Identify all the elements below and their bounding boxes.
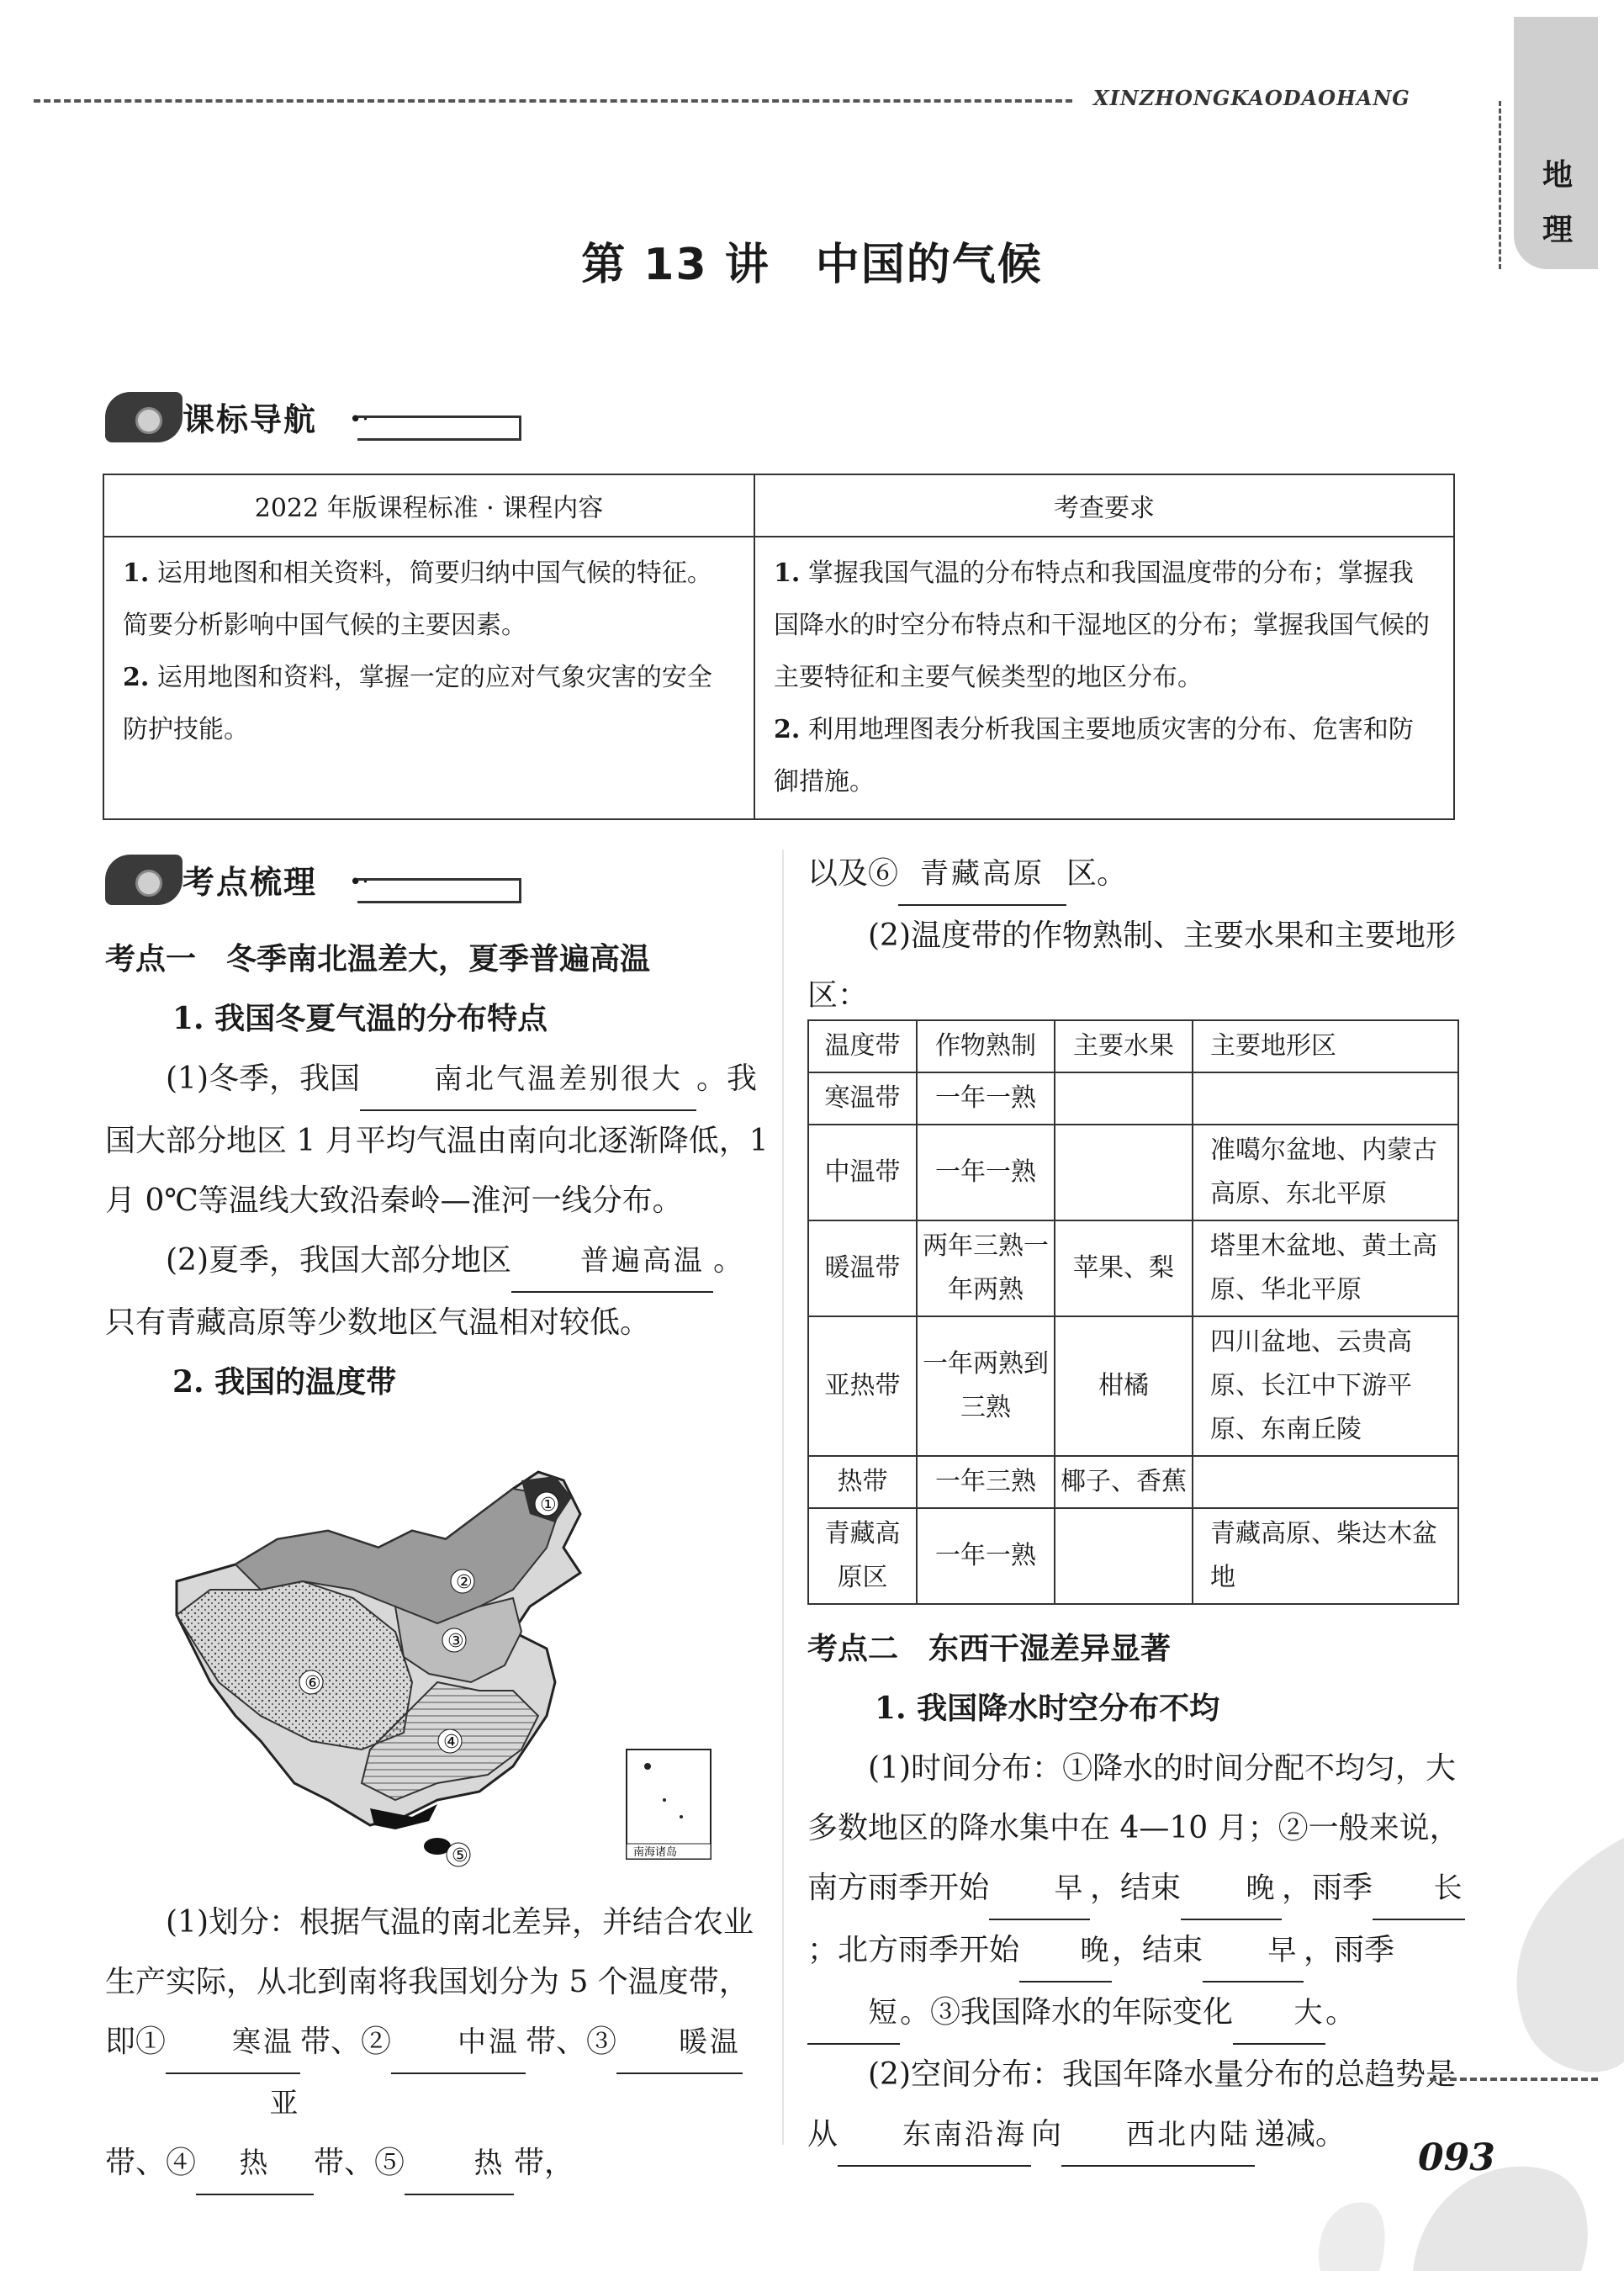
table-row: 中温带 一年一熟 准噶尔盆地、内蒙古高原、东北平原: [808, 1125, 1458, 1220]
answer-blank: 早: [989, 1859, 1090, 1920]
column-divider: [782, 850, 784, 2145]
paragraph-winter: (1)冬季，我国 南北气温差别很大 。我国大部分地区 1 月平均气温由南向北逐渐降低，1 月 0℃等温线大致沿秦岭—淮河一线分布。: [105, 1049, 770, 1231]
answer-blank: 大: [1233, 1983, 1325, 2045]
kaodian-1-sub2: 2. 我国的温度带: [172, 1364, 397, 1400]
map-label: ⑤: [452, 1845, 468, 1866]
table-header: 作物熟制: [917, 1020, 1055, 1072]
paragraph-space-distribution: (2)空间分布：我国年降水量分布的总趋势是从 东南沿海 向 西北内陆 递减。: [807, 2045, 1476, 2167]
answer-blank: 寒温: [166, 2013, 300, 2074]
answer-blank: 短: [807, 1983, 900, 2045]
answer-blank: 长: [1373, 1859, 1465, 1920]
paragraph-crops: (2)温度带的作物熟制、主要水果和主要地形区：: [807, 918, 1456, 1013]
answer-blank: 中温: [391, 2013, 526, 2074]
paragraph-summer: (2)夏季，我国大部分地区 普遍高温 。只有青藏高原等少数地区气温相对较低。: [105, 1231, 770, 1353]
decorative-swirl: [1245, 1834, 1624, 2271]
compass-icon: [105, 392, 183, 442]
answer-blank: 亚热: [196, 2074, 314, 2195]
left-column: [105, 929, 770, 1412]
table-header: 考查要求: [754, 474, 1454, 537]
kaodian-1-sub1: 1. 我国冬夏气温的分布特点: [172, 1001, 548, 1036]
section-heading-curriculum: 课标导航 •·: [105, 387, 526, 446]
page-number: 093: [1418, 2136, 1495, 2179]
footer-dashed-line: [1430, 2078, 1598, 2081]
subject-char-1: 地: [1542, 158, 1574, 193]
map-label: ①: [540, 1495, 557, 1516]
right-column-top: 以及⑥ 青藏高原 区。 (2)温度带的作物熟制、主要水果和主要地形区：: [807, 844, 1476, 1025]
map-label: ⑥: [304, 1673, 321, 1694]
table-row: 热带 一年三熟 椰子、香蕉: [808, 1456, 1458, 1508]
page-title: 第 13 讲 中国的气候: [581, 240, 1043, 290]
zone-division-paragraph: (1)划分：根据气温的南北差异，并结合农业生产实际，从北到南将我国划分为 5 个温度带，即① 寒温 带、② 中温 带、③ 暖温带、④亚热 带、⑤ 热 带，: [105, 1892, 770, 2195]
table-header: 主要水果: [1055, 1020, 1193, 1072]
answer-blank: 早: [1203, 1921, 1304, 1982]
answer-blank: 南北气温差别很大: [360, 1050, 696, 1111]
header-brand: XINZHONGKAODAOHANG: [1093, 86, 1410, 110]
inset-label: 南海诸岛: [633, 1846, 678, 1859]
section-heading-points: 考点梳理 •·: [105, 850, 526, 908]
map-label: ③: [447, 1631, 464, 1652]
answer-blank: 青藏高原: [898, 844, 1066, 906]
answer-blank: 西北内陆: [1061, 2105, 1255, 2167]
curriculum-right-cell: 1. 掌握我国气温的分布特点和我国温度带的分布；掌握我国降水的时空分布特点和干湿地区的分布；掌握我国气候的主要特征和主要气候类型的地区分布。 2. 利用地理图表分析我国主要地质灾害的分布、危害和防御措施。: [754, 537, 1454, 819]
table-row: 亚热带 一年两熟到三熟 柑橘 四川盆地、云贵高原、长江中下游平原、东南丘陵: [808, 1316, 1458, 1456]
map-label: ②: [456, 1572, 473, 1593]
answer-blank: 晚: [1019, 1921, 1112, 1982]
table-row: 暖温带 两年三熟一年两熟 苹果、梨 塔里木盆地、黄土高原、华北平原: [808, 1220, 1458, 1316]
subject-char-2: 理: [1542, 213, 1574, 247]
header-dashed-line: [34, 99, 1072, 103]
compass-icon: [105, 855, 183, 905]
table-row: 寒温带 一年一熟: [808, 1072, 1458, 1125]
table-header: 温度带: [808, 1020, 917, 1072]
answer-blank: 晚: [1181, 1859, 1282, 1920]
table-row: 青藏高原区 一年一熟 青藏高原、柴达木盆地: [808, 1508, 1458, 1604]
answer-blank: 东南沿海: [838, 2105, 1031, 2167]
temperature-zone-table: [807, 1019, 1459, 1605]
table-header: 2022 年版课程标准 · 课程内容: [103, 474, 754, 537]
curriculum-table: [103, 474, 1455, 820]
kaodian-2-sub1: 1. 我国降水时空分布不均: [875, 1691, 1220, 1726]
paragraph-time-distribution: (1)时间分布：①降水的时间分配不均匀，大多数地区的降水集中在 4—10 月；②一般来说，南方雨季开始 早 ，结束 晚 ，雨季 长；北方雨季开始 晚，结束 早 ，雨季短。③我国降水的年际变化 大。: [807, 1739, 1476, 2045]
kaodian-1-title: 考点一 冬季南北温差大，夏季普遍高温: [105, 942, 651, 977]
answer-blank: 普遍高温: [511, 1231, 713, 1293]
map-label: ④: [443, 1732, 460, 1753]
answer-blank: 暖温: [616, 2013, 743, 2074]
curriculum-left-cell: 1. 运用地图和相关资料，简要归纳中国气候的特征。简要分析影响中国气候的主要因素。 2. 运用地图和资料，掌握一定的应对气象灾害的安全防护技能。: [103, 537, 754, 819]
south-sea-inset: [627, 1750, 711, 1859]
china-temperature-zone-map: [160, 1464, 732, 1876]
answer-blank: 热: [405, 2134, 514, 2195]
table-header: 主要地形区: [1193, 1020, 1458, 1072]
kaodian-2-title: 考点二 东西干湿差异显著: [807, 1632, 1172, 1666]
